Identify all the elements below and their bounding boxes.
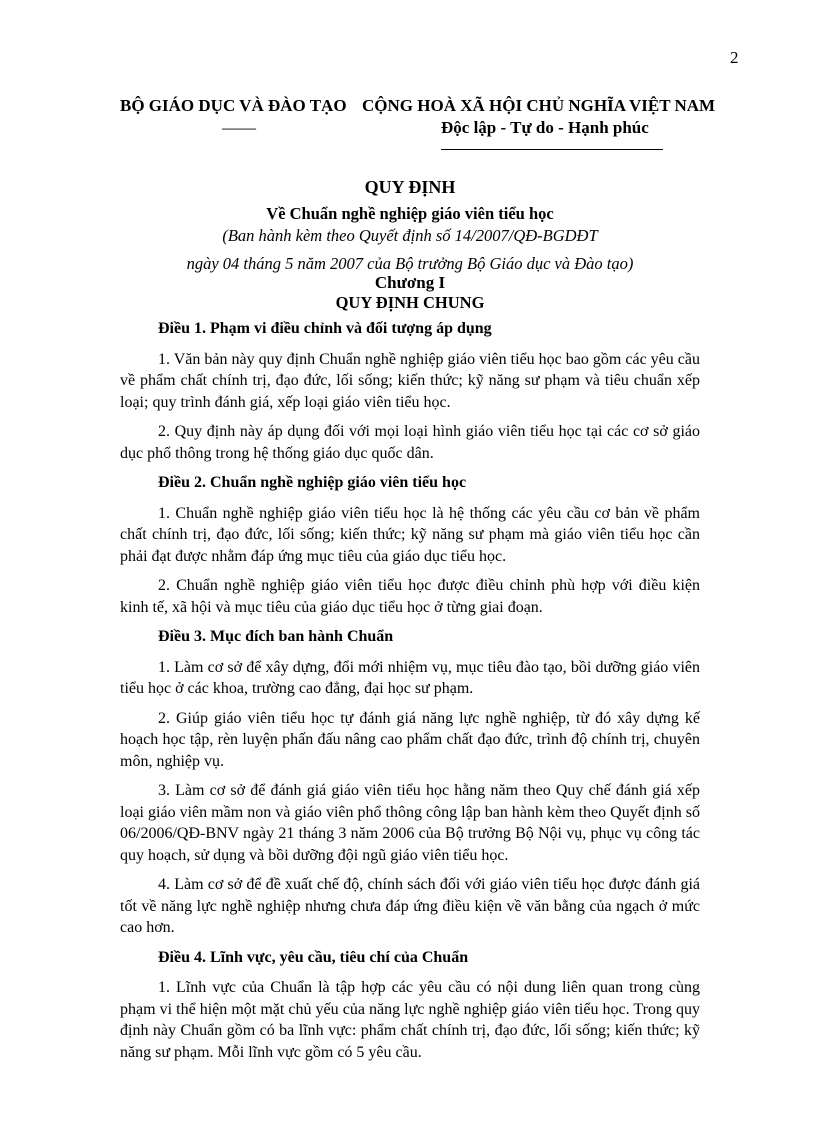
document-issued-date: ngày 04 tháng 5 năm 2007 của Bộ trưởng Bộ Giáo dục và Đào tạo): [186, 254, 634, 273]
article-heading: Điều 4. Lĩnh vực, yêu cầu, tiêu chí của Chuẩn: [158, 948, 469, 966]
chapter-name: QUY ĐỊNH CHUNG: [335, 293, 485, 312]
document-issued-with: (Ban hành kèm theo Quyết định số 14/2007/QĐ-BGDĐT: [222, 226, 598, 245]
article-2: [120, 472, 700, 618]
article-1: [120, 318, 700, 464]
article-paragraph: 2. Quy định này áp dụng đối với mọi loại hình giáo viên tiểu học tại các cơ sở giáo dục phổ thông trong hệ thống giáo dục quốc dân.: [120, 423, 700, 462]
national-motto: Độc lập - Tự do - Hạnh phúc: [441, 118, 649, 137]
article-paragraph: 1. Chuẩn nghề nghiệp giáo viên tiểu học là hệ thống các yêu cầu cơ bản về phẩm chất chính trị, đạo đức, lối sống; kiến thức; kỹ năng sư phạm mà giáo viên tiểu học cần phải đạt được nhằm đáp ứng mục tiêu của giáo dục tiểu học.: [120, 504, 700, 565]
article-heading: Điều 2. Chuẩn nghề nghiệp giáo viên tiểu học: [158, 474, 467, 491]
document-subtitle: Về Chuẩn nghề nghiệp giáo viên tiểu học: [266, 204, 554, 223]
article-paragraph: 2. Giúp giáo viên tiểu học tự đánh giá năng lực nghề nghiệp, từ đó xây dựng kế hoạch học tập, rèn luyện phấn đấu nâng cao phẩm chất đạo đức, trình độ chính trị, chuyên môn, nghiệp vụ.: [120, 709, 700, 770]
article-4: [120, 947, 700, 1064]
article-3: [120, 626, 700, 939]
page-number: 2: [730, 48, 739, 67]
article-heading: Điều 3. Mục đích ban hành Chuẩn: [158, 628, 394, 645]
republic-name: CỘNG HOÀ XÃ HỘI CHỦ NGHĨA VIỆT NAM: [362, 96, 716, 115]
article-paragraph: 1. Văn bản này quy định Chuẩn nghề nghiệp giáo viên tiểu học bao gồm các yêu cầu về phẩm chất chính trị, đạo đức, lối sống; kiến thức; kỹ năng sư phạm và tiêu chuẩn xếp loại; quy trình đánh giá, xếp loại giáo viên tiểu học.: [120, 350, 700, 411]
article-heading: Điều 1. Phạm vi điều chỉnh và đối tượng áp dụng: [158, 320, 492, 337]
ministry-rule: ——: [222, 118, 256, 137]
article-paragraph: 4. Làm cơ sở để đề xuất chế độ, chính sách đối với giáo viên tiểu học được đánh giá tốt về năng lực nghề nghiệp nhưng chưa đáp ứng điều kiện về văn bằng của ngạch ở mức cao hơn.: [120, 876, 700, 936]
motto-underline: [441, 149, 663, 150]
article-paragraph: 3. Làm cơ sở để đánh giá giáo viên tiểu học hằng năm theo Quy chế đánh giá xếp loại giáo viên mầm non và giáo viên phổ thông công lập ban hành kèm theo Quyết định số 06/2006/QĐ-BNV ngày 21 tháng 3 năm 2006 của Bộ trưởng Bộ Nội vụ, phục vụ công tác quy hoạch, sử dụng và bồi dưỡng đội ngũ giáo viên tiểu học.: [120, 782, 700, 864]
article-paragraph: 1. Lĩnh vực của Chuẩn là tập hợp các yêu cầu có nội dung liên quan trong cùng phạm vi thể hiện một mặt chủ yếu của năng lực nghề nghiệp giáo viên tiểu học. Trong quy định này Chuẩn gồm có ba lĩnh vực: phẩm chất chính trị, đạo đức, lối sống; kiến thức; kỹ năng sư phạm. Mỗi lĩnh vực gồm có 5 yêu cầu.: [120, 979, 700, 1061]
article-paragraph: 1. Làm cơ sở để xây dựng, đổi mới nhiệm vụ, mục tiêu đào tạo, bồi dưỡng giáo viên tiểu học ở các khoa, trường cao đẳng, đại học sư phạm.: [120, 658, 700, 697]
chapter-title: Chương I: [374, 273, 446, 292]
ministry-name: BỘ GIÁO DỤC VÀ ĐÀO TẠO: [120, 96, 347, 115]
document-title: QUY ĐỊNH: [364, 177, 456, 197]
article-paragraph: 2. Chuẩn nghề nghiệp giáo viên tiểu học được điều chỉnh phù hợp với điều kiện kinh tế, xã hội và mục tiêu của giáo dục tiểu học ở từng giai đoạn.: [120, 577, 700, 616]
document-body: [120, 318, 700, 1071]
